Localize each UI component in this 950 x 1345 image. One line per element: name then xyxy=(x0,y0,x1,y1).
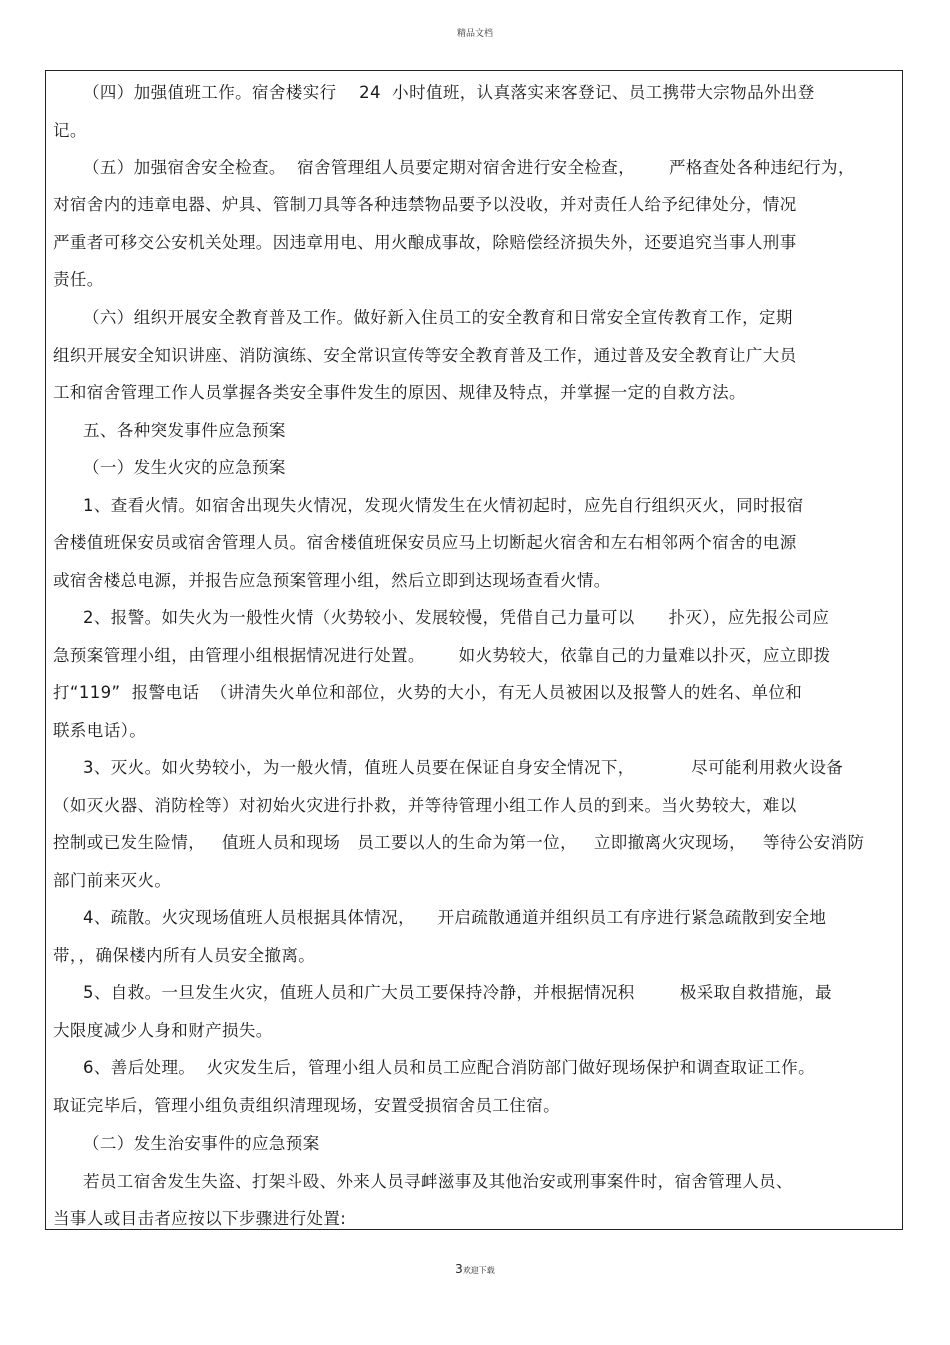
page-footer xyxy=(0,1262,950,1276)
page-number: 3 xyxy=(455,1262,463,1276)
text-line: 联系电话）。 xyxy=(53,721,147,740)
text-line: 6、善后处理。 火灾发生后，管理小组人员和员工应配合消防部门做好现场保护和调查取证工作。 xyxy=(83,1058,815,1077)
text-line: 组织开展安全知识讲座、消防演练、安全常识宣传等安全教育普及工作，通过普及安全教育让广大员 xyxy=(53,346,797,365)
text-line: 5、自救。一旦发生火灾，值班人员和广大员工要保持冷静，并根据情况积 极采取自救措施，最 xyxy=(83,983,832,1002)
text-line: （一）发生火灾的应急预案 xyxy=(83,458,286,477)
text-line: 打“119” 报警电话 （讲清失火单位和部位，火势的大小，有无人员被困以及报警人的姓名、单位和 xyxy=(53,683,803,702)
text-line: 1、查看火情。如宿舍出现失火情况，发现火情发生在火情初起时，应先自行组织灭火，同时报宿 xyxy=(83,496,804,515)
text-line: 工和宿舍管理工作人员掌握各类安全事件发生的原因、规律及特点，并掌握一定的自救方法。 xyxy=(53,383,746,402)
text-line: 舍楼值班保安员或宿舍管理人员。宿舍楼值班保安员应马上切断起火宿舍和左右相邻两个宿舍的电源 xyxy=(53,533,797,552)
text-line: 若员工宿舍发生失盗、打架斗殴、外来人员寻衅滋事及其他治安或刑事案件时，宿舍管理人员、 xyxy=(83,1172,793,1191)
text-line: 急预案管理小组，由管理小组根据情况进行处置。 如火势较大，依靠自己的力量难以扑灭，应立即拨 xyxy=(53,646,831,665)
text-line: （六）组织开展安全教育普及工作。做好新入住员工的安全教育和日常安全宣传教育工作，定期 xyxy=(83,308,793,327)
text-line: 大限度减少人身和财产损失。 xyxy=(53,1021,273,1040)
text-line: 2、报警。如失火为一般性火情（火势较小、发展较慢，凭借自己力量可以 扑灭），应先报公司应 xyxy=(83,608,830,627)
page-header: 精品文档 xyxy=(456,29,493,39)
text-line: 带，，确保楼内所有人员安全撤离。 xyxy=(53,946,316,965)
text-line: 记。 xyxy=(53,121,87,140)
text-line: 部门前来灭火。 xyxy=(53,871,172,890)
text-line: 责任。 xyxy=(53,270,104,289)
text-line: 或宿舍楼总电源，并报告应急预案管理小组，然后立即到达现场查看火情。 xyxy=(53,571,611,590)
text-line: 取证完毕后，管理小组负责组织清理现场，安置受损宿舍员工住宿。 xyxy=(53,1096,560,1115)
text-line: （如灭火器、消防栓等）对初始火灾进行扑救，并等待管理小组工作人员的到来。当火势较大，难以 xyxy=(53,796,797,815)
text-line: （二）发生治安事件的应急预案 xyxy=(83,1134,320,1153)
text-line: 控制或已发生险情， 值班人员和现场 员工要以人的生命为第一位， 立即撤离火灾现场， 等待公安消防 xyxy=(53,833,865,852)
text-line: 严重者可移交公安机关处理。因违章用电、用火酿成事故，除赔偿经济损失外，还要追究当事人刑事 xyxy=(53,233,797,252)
text-line: 对宿舍内的违章电器、炉具、管制刀具等各种违禁物品要予以没收，并对责任人给予纪律处分，情况 xyxy=(53,195,797,214)
footer-text: 欢迎下载 xyxy=(462,1266,495,1275)
text-line: （四）加强值班工作。宿舍楼实行 24 小时值班，认真落实来客登记、员工携带大宗物品外出登 xyxy=(83,83,815,102)
text-line: 当事人或目击者应按以下步骤进行处置: xyxy=(53,1209,347,1228)
text-line: 3、灭火。如火势较小，为一般火情，值班人员要在保证自身安全情况下， 尽可能利用救火设备 xyxy=(83,758,844,777)
text-line: 4、疏散。火灾现场值班人员根据具体情况， 开启疏散通道并组织员工有序进行紧急疏散到安全地 xyxy=(83,908,827,927)
text-line: 五、各种突发事件应急预案 xyxy=(83,421,286,440)
text-line: （五）加强宿舍安全检查。 宿舍管理组人员要定期对宿舍进行安全检查， 严格查处各种违纪行为， xyxy=(83,158,855,177)
